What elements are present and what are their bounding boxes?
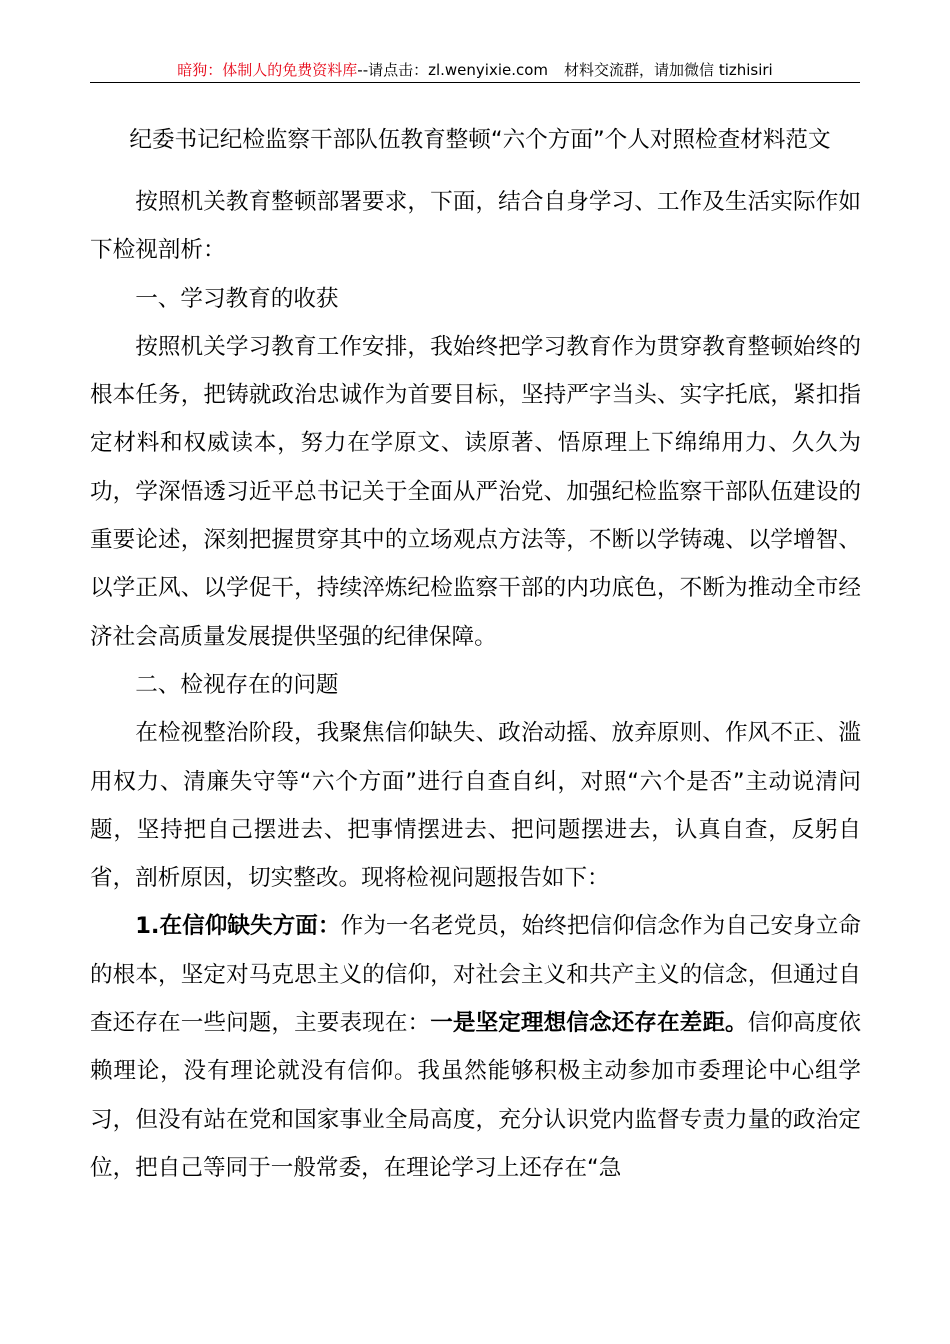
header-url-link[interactable]: zl.wenyixie.com: [428, 61, 549, 79]
page-header: [90, 58, 860, 82]
section1-heading: 一、学习教育的收获: [135, 285, 339, 312]
item1-point1: 一是坚定理想信念还存在差距。: [430, 1010, 748, 1037]
item1-text-a: 作为一名老党员，始终把信仰信念作为自己安身立命的根本，坚定对马克思主义的信仰，对社会主义和共产主义的信念，但通过自查还存在一些问题，主要表现在：: [90, 913, 861, 1037]
section1-paragraph: 按照机关学习教育工作安排，我始终把学习教育作为贯穿教育整顿始终的根本任务，把铸就政治忠诚作为首要目标，坚持严字当头、实字托底，紧扣指定材料和权威读本，努力在学原文、读原著、悟原理上下绵绵用力、久久为功，学深悟透习近平总书记关于全面从严治党、加强纪检监察干部队伍建设的重要论述，深刻把握贯穿其中的立场观点方法等，不断以学铸魂、以学增智、以学正风、以学促干，持续淬炼纪检监察干部的内功底色，不断为推动全市经济社会高质量发展提供坚强的纪律保障。: [90, 333, 861, 650]
header-brand: 暗狗：体制人的免费资料库: [177, 61, 358, 79]
header-group-text: 材料交流群，请加微信 tizhisiri: [564, 61, 773, 79]
document-title: 纪委书记纪检监察干部队伍教育整顿“六个方面”个人对照检查材料范文: [129, 127, 831, 153]
item1-label: 1.在信仰缺失方面：: [135, 913, 341, 940]
document-body: [90, 178, 861, 1192]
section2-heading: 二、检视存在的问题: [135, 671, 339, 698]
header-click-prompt: --请点击：: [357, 61, 429, 79]
item1-text-b: 信仰高度依赖理论，没有理论就没有信仰。我虽然能够积极主动参加市委理论中心组学习，但没有站在党和国家事业全局高度，充分认识党内监督专责力量的政治定位，把自己等同于一般常委，在理论学习上还存在“急: [90, 1010, 862, 1181]
header-divider: [90, 82, 860, 83]
section2-paragraph: 在检视整治阶段，我聚焦信仰缺失、政治动摇、放弃原则、作风不正、滥用权力、清廉失守等“六个方面”进行自查自纠，对照“六个是否”主动说清问题，坚持把自己摆进去、把事情摆进去、把问题摆进去，认真自查，反躬自省，剖析原因，切实整改。现将检视问题报告如下：: [90, 720, 861, 892]
intro-paragraph: 按照机关教育整顿部署要求，下面，结合自身学习、工作及生活实际作如下检视剖析：: [90, 189, 861, 264]
item1-paragraph: [90, 902, 861, 1192]
